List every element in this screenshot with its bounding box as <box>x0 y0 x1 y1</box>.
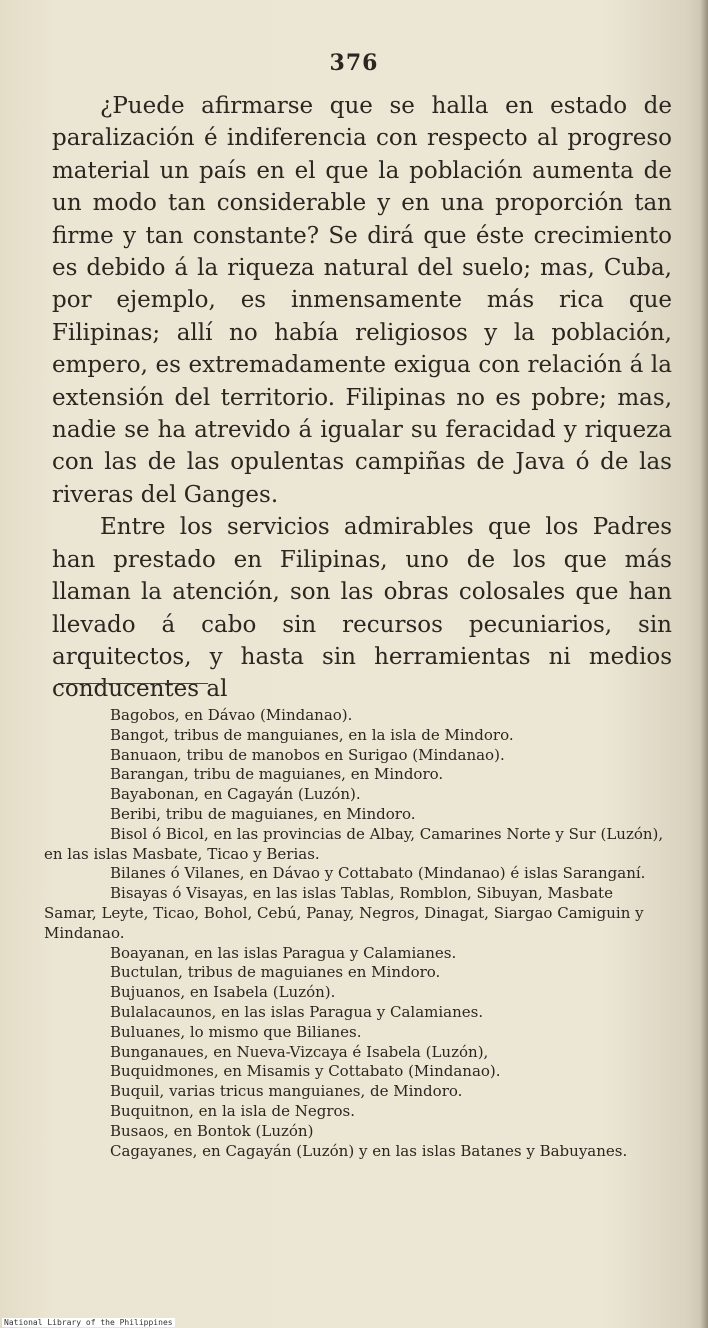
footnote-item: Buquitnon, en la isla de Negros. <box>110 1101 355 1120</box>
footnote-item: Buctulan, tribus de maguianes en Mindoro. <box>110 963 441 982</box>
footnote-list <box>44 706 666 1161</box>
footnote-item: Bujuanos, en Isabela (Luzón). <box>110 983 336 1002</box>
footnote-item: Busaos, en Bontok (Luzón) <box>110 1121 314 1140</box>
paragraph-2: Entre los servicios admirables que los Padres han prestado en Filipinas, uno de los que más llaman la atención, son las obras colosales que han llevado á cabo sin recursos pecuniarios, sin arquitectos, y hasta sin herramientas ni medios conducentes al <box>52 514 672 703</box>
footer-watermark: National Library of the Philippines <box>4 1318 173 1327</box>
page-edge-shadow <box>700 0 708 1328</box>
page-number: 376 <box>329 50 379 76</box>
paragraph-1: ¿Puede afirmarse que se halla en estado de paralización é indiferencia con respecto al progreso material un país en el que la población aumenta de un modo tan considerable y en una proporción tan firme y tan constante? Se dirá que éste crecimiento es debido á la riqueza natural del suelo; mas, Cuba, por ejemplo, es inmensamente más rica que Filipinas; allí no había religiosos y la población, empero, es extremadamente exigua con relación á la extensión del territorio. Filipinas no es pobre; mas, nadie se ha atrevido á igualar su feracidad y riqueza con las de las opulentas campiñas de Java ó de las riveras del Ganges. <box>52 93 672 508</box>
footnote-item: Buquil, varias tricus manguianes, de Mindoro. <box>110 1082 463 1101</box>
footnote-item: Beribi, tribu de maguianes, en Mindoro. <box>110 804 416 823</box>
footnote-item: Bisayas ó Visayas, en las islas Tablas, Romblon, Sibuyan, Masbate Samar, Leyte, Ticao, Bohol, Cebú, Panay, Negros, Dinagat, Siargao Camiguin y Mindanao. <box>44 884 644 942</box>
footnote-item: Buluanes, lo mismo que Bilianes. <box>110 1022 362 1041</box>
footnote-item: Bangot, tribus de manguianes, en la isla de Mindoro. <box>110 725 514 744</box>
footnote-item: Buquidmones, en Misamis y Cottabato (Mindanao). <box>110 1062 501 1081</box>
footnote-item: Bisol ó Bicol, en las provincias de Albay, Camarines Norte y Sur (Luzón), en las islas Masbate, Ticao y Berias. <box>44 824 664 863</box>
footnote-item: Cagayanes, en Cagayán (Luzón) y en las islas Batanes y Babuyanes. <box>110 1141 628 1160</box>
footnote-item: Bilanes ó Vilanes, en Dávao y Cottabato (Mindanao) é islas Saranganí. <box>110 864 646 883</box>
footnote-item: Banuaon, tribu de manobos en Surigao (Mindanao). <box>110 745 505 764</box>
footnote-item: Bagobos, en Dávao (Mindanao). <box>110 706 353 724</box>
footnote-item: Bayabonan, en Cagayán (Luzón). <box>110 785 361 804</box>
footnote-item: Boayanan, en las islas Paragua y Calamianes. <box>110 943 457 962</box>
main-text <box>52 90 672 706</box>
footnote-separator <box>58 683 208 684</box>
footnote-item: Barangan, tribu de maguianes, en Mindoro. <box>110 765 444 784</box>
footnote-item: Bulalacaunos, en las islas Paragua y Calamianes. <box>110 1002 484 1021</box>
footnote-item: Bunganaues, en Nueva-Vizcaya é Isabela (Luzón), <box>110 1042 489 1061</box>
